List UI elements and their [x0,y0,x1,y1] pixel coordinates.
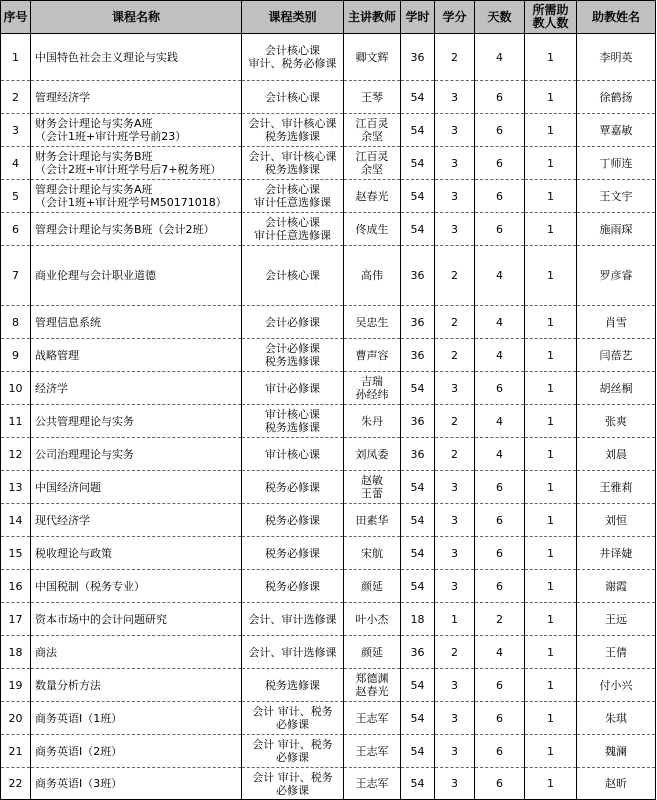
table-row [1,603,656,636]
cell-course-name: 商务英语I（2班） [31,735,242,768]
cell-course-type: 会计 审计、税务 必修课 [242,702,344,735]
cell-ta-name: 徐鹤扬 [577,81,656,114]
cell-index: 8 [1,306,31,339]
cell-teacher: 曹声容 [344,339,401,372]
cell-index: 4 [1,147,31,180]
cell-hours: 54 [401,669,435,702]
cell-hours: 54 [401,147,435,180]
cell-credits: 2 [435,339,475,372]
cell-credits: 3 [435,213,475,246]
cell-ta-name: 王倩 [577,636,656,669]
cell-course-type: 审计核心课 [242,438,344,471]
cell-index: 1 [1,34,31,81]
cell-credits: 3 [435,504,475,537]
cell-course-type: 会计核心课 审计任意选修课 [242,180,344,213]
cell-hours: 54 [401,180,435,213]
cell-ta-name: 闫蓓艺 [577,339,656,372]
cell-teacher: 王志军 [344,735,401,768]
cell-course-type: 税务必修课 [242,537,344,570]
table-row [1,81,656,114]
cell-ta-count: 1 [525,81,577,114]
table-row [1,213,656,246]
cell-index: 21 [1,735,31,768]
cell-course-name: 管理会计理论与实务B班（会计2班） [31,213,242,246]
cell-hours: 36 [401,636,435,669]
cell-ta-count: 1 [525,246,577,306]
cell-course-name: 商法 [31,636,242,669]
cell-index: 14 [1,504,31,537]
cell-course-type: 税务必修课 [242,504,344,537]
cell-hours: 54 [401,114,435,147]
cell-ta-name: 王雅莉 [577,471,656,504]
table-row [1,570,656,603]
cell-ta-count: 1 [525,636,577,669]
cell-course-name: 公司治理理论与实务 [31,438,242,471]
cell-days: 6 [475,147,525,180]
cell-course-name: 税收理论与政策 [31,537,242,570]
cell-teacher: 江百灵 余坚 [344,114,401,147]
cell-hours: 54 [401,372,435,405]
cell-days: 6 [475,570,525,603]
cell-index: 20 [1,702,31,735]
cell-days: 6 [475,180,525,213]
cell-ta-count: 1 [525,438,577,471]
cell-hours: 54 [401,768,435,800]
cell-teacher: 王志军 [344,768,401,800]
table-row [1,306,656,339]
cell-index: 19 [1,669,31,702]
cell-index: 6 [1,213,31,246]
cell-ta-name: 施雨琛 [577,213,656,246]
cell-ta-count: 1 [525,306,577,339]
cell-ta-count: 1 [525,570,577,603]
cell-hours: 18 [401,603,435,636]
cell-ta-count: 1 [525,537,577,570]
table-body [1,34,656,800]
cell-hours: 54 [401,504,435,537]
cell-hours: 54 [401,471,435,504]
cell-hours: 36 [401,34,435,81]
cell-ta-count: 1 [525,735,577,768]
cell-days: 4 [475,306,525,339]
cell-course-type: 会计必修课 税务选修课 [242,339,344,372]
cell-index: 22 [1,768,31,800]
cell-course-type: 会计核心课 [242,81,344,114]
table-row [1,114,656,147]
cell-days: 2 [475,603,525,636]
cell-index: 16 [1,570,31,603]
cell-course-name: 公共管理理论与实务 [31,405,242,438]
cell-course-type: 会计、审计核心课 税务选修课 [242,114,344,147]
cell-days: 6 [475,669,525,702]
table-row [1,339,656,372]
cell-course-name: 现代经济学 [31,504,242,537]
table-row [1,372,656,405]
cell-course-type: 会计 审计、税务 必修课 [242,768,344,800]
cell-index: 7 [1,246,31,306]
cell-ta-count: 1 [525,339,577,372]
header-teacher: 主讲教师 [344,1,401,34]
cell-days: 6 [475,372,525,405]
cell-ta-count: 1 [525,768,577,800]
cell-credits: 2 [435,306,475,339]
cell-credits: 2 [435,34,475,81]
cell-teacher: 卿文辉 [344,34,401,81]
cell-ta-name: 魏澜 [577,735,656,768]
table-row [1,768,656,800]
cell-course-name: 商务英语I（3班） [31,768,242,800]
header-index: 序号 [1,1,31,34]
cell-ta-count: 1 [525,603,577,636]
cell-days: 6 [475,114,525,147]
cell-credits: 3 [435,702,475,735]
cell-credits: 3 [435,768,475,800]
cell-teacher: 朱丹 [344,405,401,438]
header-row [1,1,656,34]
cell-ta-name: 胡丝桐 [577,372,656,405]
cell-days: 6 [475,81,525,114]
cell-credits: 2 [435,405,475,438]
header-course-type: 课程类别 [242,1,344,34]
cell-teacher: 刘凤委 [344,438,401,471]
cell-index: 18 [1,636,31,669]
cell-days: 4 [475,339,525,372]
cell-course-name: 管理信息系统 [31,306,242,339]
cell-ta-count: 1 [525,471,577,504]
cell-hours: 54 [401,213,435,246]
cell-course-type: 会计、审计选修课 [242,636,344,669]
table-row [1,405,656,438]
table-row [1,504,656,537]
cell-course-name: 数量分析方法 [31,669,242,702]
cell-teacher: 赵春光 [344,180,401,213]
cell-credits: 2 [435,246,475,306]
cell-teacher: 高伟 [344,246,401,306]
cell-ta-name: 刘恒 [577,504,656,537]
cell-days: 4 [475,246,525,306]
cell-course-name: 资本市场中的会计问题研究 [31,603,242,636]
header-ta-name: 助教姓名 [577,1,656,34]
cell-index: 9 [1,339,31,372]
cell-days: 4 [475,405,525,438]
cell-ta-name: 谢霞 [577,570,656,603]
cell-teacher: 叶小杰 [344,603,401,636]
header-hours: 学时 [401,1,435,34]
cell-course-name: 中国经济问题 [31,471,242,504]
cell-ta-count: 1 [525,114,577,147]
cell-ta-count: 1 [525,504,577,537]
cell-course-type: 税务必修课 [242,570,344,603]
table-row [1,180,656,213]
cell-course-name: 财务会计理论与实务B班 （会计2班+审计班学号后7+税务班） [31,147,242,180]
cell-course-type: 会计核心课 审计、税务必修课 [242,34,344,81]
cell-course-type: 税务必修课 [242,471,344,504]
cell-course-type: 会计 审计、税务 必修课 [242,735,344,768]
cell-teacher: 吴忠生 [344,306,401,339]
cell-ta-name: 张爽 [577,405,656,438]
cell-index: 11 [1,405,31,438]
header-days: 天数 [475,1,525,34]
cell-teacher: 田素华 [344,504,401,537]
cell-teacher: 江百灵 余坚 [344,147,401,180]
cell-days: 6 [475,504,525,537]
cell-hours: 36 [401,405,435,438]
cell-course-type: 会计核心课 [242,246,344,306]
table-row [1,34,656,81]
cell-ta-count: 1 [525,34,577,81]
cell-course-name: 财务会计理论与实务A班 （会计1班+审计班学号前23） [31,114,242,147]
table-row [1,471,656,504]
cell-ta-name: 丁师连 [577,147,656,180]
table-row [1,537,656,570]
cell-index: 12 [1,438,31,471]
table-row [1,246,656,306]
cell-ta-name: 李明英 [577,34,656,81]
cell-index: 17 [1,603,31,636]
cell-ta-name: 赵昕 [577,768,656,800]
cell-credits: 3 [435,669,475,702]
cell-days: 6 [475,768,525,800]
cell-teacher: 宋航 [344,537,401,570]
cell-ta-name: 肖雪 [577,306,656,339]
cell-credits: 3 [435,537,475,570]
cell-credits: 2 [435,636,475,669]
cell-ta-name: 王远 [577,603,656,636]
table-row [1,735,656,768]
cell-teacher: 王琴 [344,81,401,114]
cell-course-name: 经济学 [31,372,242,405]
table-row [1,636,656,669]
cell-course-name: 战略管理 [31,339,242,372]
header-ta-count: 所需助 教人数 [525,1,577,34]
cell-ta-count: 1 [525,180,577,213]
cell-course-name: 商务英语I（1班） [31,702,242,735]
cell-index: 5 [1,180,31,213]
cell-course-name: 中国税制（税务专业） [31,570,242,603]
cell-index: 2 [1,81,31,114]
header-course-name: 课程名称 [31,1,242,34]
table-row [1,438,656,471]
cell-ta-count: 1 [525,702,577,735]
cell-credits: 3 [435,114,475,147]
cell-course-name: 中国特色社会主义理论与实践 [31,34,242,81]
cell-teacher: 佟成生 [344,213,401,246]
cell-ta-count: 1 [525,147,577,180]
cell-ta-name: 刘晨 [577,438,656,471]
cell-ta-count: 1 [525,213,577,246]
table-row [1,702,656,735]
cell-teacher: 颜延 [344,570,401,603]
cell-ta-name: 覃嘉敏 [577,114,656,147]
cell-ta-name: 付小兴 [577,669,656,702]
cell-index: 10 [1,372,31,405]
header-credits: 学分 [435,1,475,34]
cell-course-name: 商业伦理与会计职业道德 [31,246,242,306]
cell-days: 6 [475,537,525,570]
cell-course-type: 审计核心课 税务选修课 [242,405,344,438]
cell-credits: 3 [435,735,475,768]
cell-days: 6 [475,471,525,504]
cell-days: 4 [475,636,525,669]
cell-hours: 54 [401,81,435,114]
cell-course-type: 税务选修课 [242,669,344,702]
cell-credits: 1 [435,603,475,636]
cell-hours: 54 [401,702,435,735]
table-row [1,147,656,180]
cell-hours: 54 [401,735,435,768]
cell-days: 6 [475,702,525,735]
cell-days: 4 [475,34,525,81]
cell-days: 6 [475,213,525,246]
cell-credits: 3 [435,147,475,180]
cell-course-name: 管理会计理论与实务A班 （会计1班+审计班学号M50171018） [31,180,242,213]
cell-course-name: 管理经济学 [31,81,242,114]
cell-course-type: 会计、审计选修课 [242,603,344,636]
cell-index: 13 [1,471,31,504]
cell-credits: 3 [435,180,475,213]
cell-hours: 36 [401,339,435,372]
cell-teacher: 赵敏 王蕾 [344,471,401,504]
cell-credits: 3 [435,471,475,504]
cell-course-type: 会计核心课 审计任意选修课 [242,213,344,246]
cell-days: 4 [475,438,525,471]
cell-hours: 36 [401,306,435,339]
cell-hours: 36 [401,438,435,471]
cell-credits: 2 [435,438,475,471]
cell-ta-name: 朱琪 [577,702,656,735]
cell-hours: 36 [401,246,435,306]
cell-ta-count: 1 [525,669,577,702]
cell-ta-name: 王文宇 [577,180,656,213]
cell-ta-name: 井译婕 [577,537,656,570]
cell-course-type: 会计必修课 [242,306,344,339]
cell-teacher: 吉瑞 孙经纬 [344,372,401,405]
cell-hours: 54 [401,537,435,570]
cell-hours: 54 [401,570,435,603]
cell-teacher: 颜延 [344,636,401,669]
cell-course-type: 会计、审计核心课 税务选修课 [242,147,344,180]
cell-index: 15 [1,537,31,570]
cell-credits: 3 [435,372,475,405]
cell-index: 3 [1,114,31,147]
cell-credits: 3 [435,81,475,114]
cell-ta-count: 1 [525,405,577,438]
table-row [1,669,656,702]
cell-teacher: 郑德渊 赵春光 [344,669,401,702]
cell-days: 6 [475,735,525,768]
cell-teacher: 王志军 [344,702,401,735]
cell-course-type: 审计必修课 [242,372,344,405]
cell-credits: 3 [435,570,475,603]
cell-ta-name: 罗彦睿 [577,246,656,306]
cell-ta-count: 1 [525,372,577,405]
